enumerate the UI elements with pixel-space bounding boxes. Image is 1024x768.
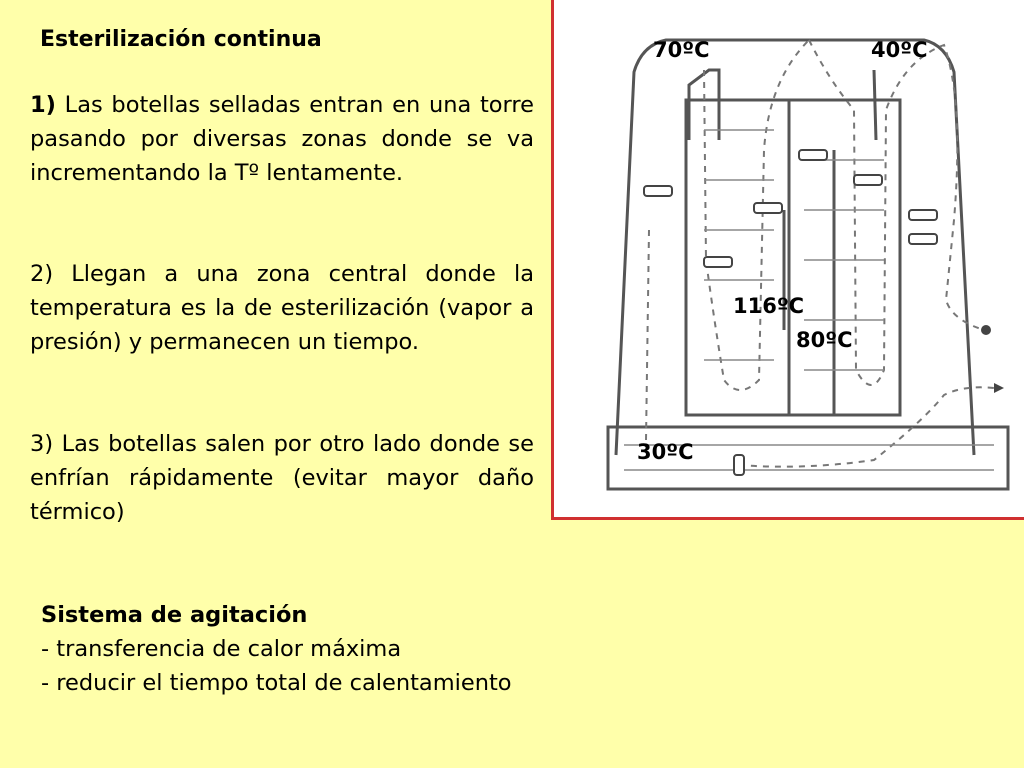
bottle — [704, 257, 732, 267]
exit-arrowhead — [994, 383, 1004, 393]
bottle-path-left — [646, 230, 649, 440]
step-3-text: Las botellas salen por otro lado donde se enfrían rápidamente (evitar mayor daño térmico) — [30, 431, 535, 525]
step-1 — [30, 88, 534, 190]
right-inner-wall — [874, 70, 876, 140]
agitation-heading: Sistema de agitación — [41, 602, 308, 628]
agitation-section — [41, 598, 512, 700]
bottle — [644, 186, 672, 196]
step-1-number: 1) — [30, 92, 56, 118]
bottle — [909, 210, 937, 220]
bottle — [734, 455, 744, 475]
temp-80: 80ºC — [796, 328, 853, 352]
bottle — [854, 175, 882, 185]
agitation-item: - reducir el tiempo total de calentamiento — [41, 670, 512, 696]
step-3 — [30, 427, 534, 529]
sterilization-tower-diagram — [551, 0, 1024, 520]
step-3-number: 3) — [30, 431, 54, 457]
temp-116: 116ºC — [733, 294, 805, 318]
agitation-item: - transferencia de calor máxima — [41, 636, 402, 662]
bottle — [799, 150, 827, 160]
tower-drawing — [554, 0, 1024, 517]
bottle — [754, 203, 782, 213]
bottle — [909, 234, 937, 244]
step-2-number: 2) — [30, 261, 54, 287]
slide-title: Esterilización continua — [40, 27, 322, 52]
step-2-text: Llegan a una zona central donde la temperatura es la de esterilización (vapor a presión) y permanecen un tiempo. — [30, 261, 534, 355]
step-1-text: Las botellas selladas entran en una torre pasando por diversas zonas donde se va incrementando la Tº lentamente. — [30, 92, 535, 186]
temp-30: 30ºC — [637, 440, 694, 464]
temp-40: 40ºC — [871, 38, 928, 62]
outer-hood — [616, 40, 974, 455]
temp-70: 70ºC — [653, 38, 710, 62]
step-2 — [30, 257, 534, 359]
exit-arrowhead — [981, 325, 991, 335]
